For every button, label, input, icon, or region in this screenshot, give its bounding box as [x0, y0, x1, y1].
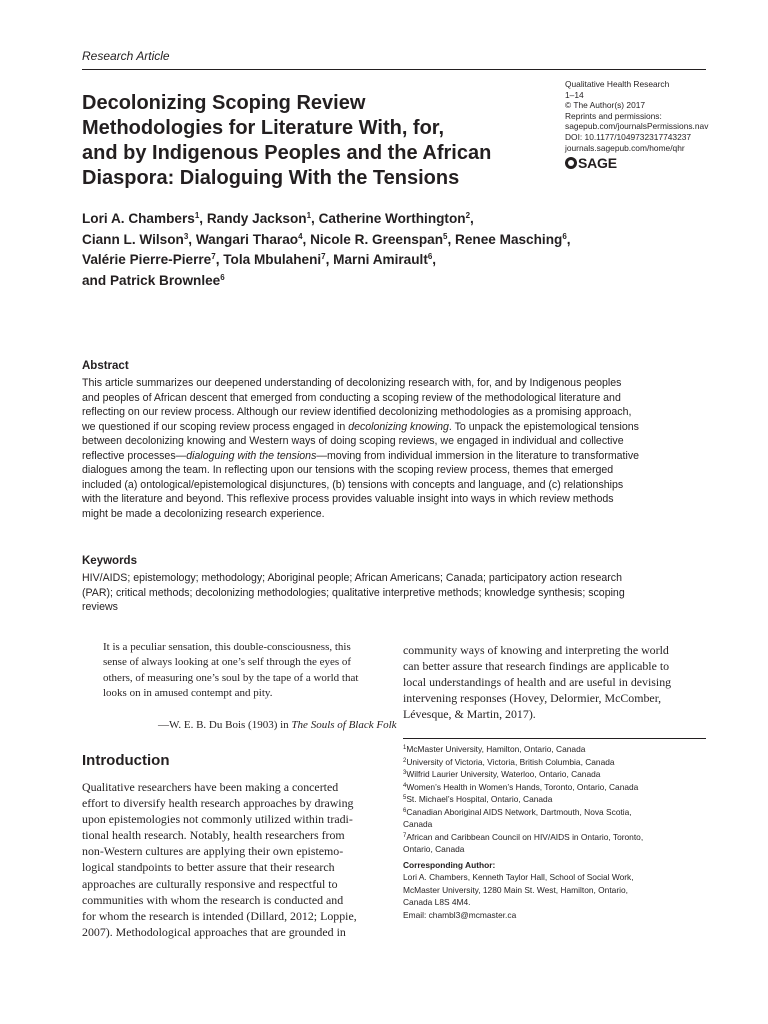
body-line: upon epistemologies not commonly utilized within tradi-: [82, 812, 353, 827]
corresponding-email[interactable]: Email: chambl3@mcmaster.ca: [403, 909, 517, 920]
author-name: , Marni Amirault: [325, 252, 428, 267]
author-line: Ciann L. Wilson$^3$, Wangari Tharao$^4$, Nicole R. Greenspan$^5$, Renee Masching$^6$,: [82, 231, 571, 247]
introduction-heading: Introduction: [82, 752, 170, 769]
sage-logo: [565, 156, 725, 170]
affiliation-item: [403, 768, 708, 781]
article-type-label: Research Article: [82, 49, 170, 63]
corresponding-line: Canada L8S 4M4.: [403, 897, 471, 907]
affiliation-number: 5: [403, 795, 407, 801]
affiliation-text: University of Victoria, Victoria, British Columbia, Canada: [406, 756, 615, 767]
abstract-emphasis: decolonizing knowing: [348, 420, 449, 433]
abstract-text: we questioned if our scoping review process engaged in: [82, 420, 349, 433]
affiliation-number: 3: [403, 770, 407, 776]
body-line: communities with whom the research is conducted and: [82, 892, 344, 907]
abstract-line: [82, 420, 706, 435]
author-name: Valérie Pierre-Pierre: [82, 252, 212, 267]
affiliation-number: 2: [403, 757, 407, 764]
affiliations-footnotes: [403, 743, 708, 921]
affiliation-text: Women’s Health in Women’s Hands, Toronto, Ontario, Canada: [406, 781, 639, 792]
affiliation-marker: 2: [465, 211, 471, 220]
corresponding-line: McMaster University, 1280 Main St. West, Hamilton, Ontario,: [403, 884, 628, 895]
abstract-text: —moving from individual immersion in the literature to transformative: [316, 449, 640, 462]
doi[interactable]: DOI: 10.1177/1049732317743237: [565, 131, 692, 142]
body-line: non-Western cultures are applying their own epistemo-: [82, 844, 344, 859]
author-separator: ,: [432, 252, 437, 267]
affiliation-text: McMaster University, Hamilton, Ontario, Canada: [406, 744, 586, 754]
author-name: and Patrick Brownlee: [82, 272, 221, 288]
author-line: [82, 271, 702, 292]
keywords-line: reviews: [82, 601, 118, 613]
attribution-source: The Souls of Black Folk: [291, 719, 397, 731]
affiliation-item: [403, 756, 708, 769]
affiliation-continuation: Canada: [403, 819, 433, 829]
author-name: , Catherine Worthington: [311, 211, 466, 226]
abstract-heading: Abstract: [82, 360, 129, 372]
author-name: , Wangari Tharao: [188, 231, 299, 247]
abstract-line: dialogues among the team. In reflecting upon our tensions with the scoping review process, themes that emerged: [82, 464, 614, 476]
abstract-emphasis: dialoguing with the tensions: [186, 449, 317, 462]
abstract-line: reflecting on our review process. Although our review identified decolonizing methodologies as a promising approach,: [82, 406, 632, 418]
affiliation-number: 1: [403, 745, 407, 751]
header-divider: [82, 69, 706, 70]
body-line: Lévesque, & Martin, 2017).: [403, 707, 536, 722]
affiliation-marker: 4: [298, 231, 303, 241]
affiliation-item: [403, 793, 708, 806]
body-line: local understandings of health and are useful in devising: [403, 675, 672, 690]
abstract-line: This article summarizes our deepened understanding of decolonizing research with, for, and by Indigenous peoples: [82, 377, 622, 389]
author-name: , Nicole R. Greenspan: [302, 231, 444, 247]
body-line: Qualitative researchers have been making a concerted: [82, 780, 339, 794]
affiliation-continuation: Ontario, Canada: [403, 844, 465, 854]
body-line: tional health research. Notably, health researchers from: [82, 828, 345, 843]
epigraph-line: others, of measuring one’s soul by the tape of a world that: [103, 671, 359, 684]
author-name: , Tola Mbulaheni: [215, 252, 322, 267]
epigraph-quote: [103, 640, 385, 702]
abstract-line: included (a) ontological/epistemological disjunctures, (b) tensions with concepts and language, and (c) relationships: [82, 478, 624, 491]
epigraph-line: sense of always looking at one’s self through the eyes of: [103, 656, 352, 669]
article-title: [82, 91, 562, 191]
body-line: effort to diversify health research approaches by drawing: [82, 796, 354, 811]
keywords-body: [82, 571, 706, 615]
affiliation-text: Wilfrid Laurier University, Waterloo, Ontario, Canada: [406, 769, 601, 779]
title-line: Decolonizing Scoping Review: [82, 92, 366, 114]
author-list: [82, 209, 702, 291]
footnote-divider: [403, 738, 706, 739]
body-line: can better assure that research findings are applicable to: [403, 659, 670, 674]
journal-name: Qualitative Health Research: [565, 79, 670, 89]
right-column-body: [403, 642, 708, 722]
author-name: Lori A. Chambers: [82, 211, 195, 226]
affiliation-marker: 6: [427, 252, 433, 261]
body-line: for whom the research is intended (Dillard, 2012; Loppie,: [82, 908, 357, 923]
affiliation-marker: 1: [306, 211, 312, 220]
reprints-label: Reprints and permissions:: [565, 110, 662, 121]
epigraph-line: looks on in amused contempt and pity.: [103, 687, 273, 700]
affiliation-marker: 6: [220, 272, 225, 282]
abstract-line: with the literature and beyond. This reflexive process provides valuable insight into ways in which review methods: [82, 493, 614, 505]
epigraph-line: It is a peculiar sensation, this double-consciousness, this: [103, 641, 351, 653]
affiliation-text: African and Caribbean Council on HIV/AIDS in Ontario, Toronto,: [406, 831, 644, 842]
abstract-line: [82, 449, 706, 464]
body-line: approaches are culturally responsive and respectful to: [82, 876, 338, 891]
author-line: Lori A. Chambers$^1$, Randy Jackson$^1$, Catherine Worthington$^2$,: [82, 211, 474, 226]
affiliation-item: [403, 806, 708, 819]
publisher-name: SAGE: [578, 155, 617, 172]
affiliation-number: 7: [403, 832, 407, 839]
corresponding-line: Lori A. Chambers, Kenneth Taylor Hall, School of Social Work,: [403, 872, 634, 882]
affiliation-marker: 7: [321, 252, 326, 261]
body-line: 2007). Methodological approaches that are grounded in: [82, 924, 346, 939]
journal-home-link[interactable]: journals.sagepub.com/home/qhr: [565, 142, 685, 153]
affiliation-marker: 3: [183, 231, 189, 241]
page-range: 1–14: [565, 89, 584, 100]
author-name: , Renee Masching: [447, 231, 563, 247]
reprints-link[interactable]: sagepub.com/journalsPermissions.nav: [565, 121, 709, 132]
journal-meta: [565, 79, 725, 170]
affiliation-text: Canadian Aboriginal AIDS Network, Dartmouth, Nova Scotia,: [406, 806, 632, 817]
title-line: Methodologies for Literature With, for,: [82, 117, 445, 139]
affiliation-marker: 1: [194, 211, 200, 220]
epigraph-attribution: [158, 719, 397, 731]
affiliation-item: [403, 781, 708, 794]
author-name: , Randy Jackson: [199, 211, 307, 226]
affiliation-marker: 6: [562, 231, 567, 241]
affiliation-number: 4: [403, 782, 407, 789]
abstract-line: might be made a decolonizing research experience.: [82, 507, 325, 520]
affiliation-text: St. Michael’s Hospital, Ontario, Canada: [406, 794, 553, 804]
title-line: and by Indigenous Peoples and the African: [82, 142, 492, 164]
abstract-line: between decolonizing knowing and Western ways of doing scoping reviews, we engaged in individual and collective: [82, 435, 624, 447]
keywords-line: (PAR); critical methods; decolonizing methodologies; qualitative interpretive methods; knowledge synthesis; scoping: [82, 586, 625, 599]
corresponding-author-heading: Corresponding Author:: [403, 859, 496, 870]
affiliation-marker: 7: [211, 252, 216, 261]
abstract-body: [82, 376, 706, 521]
body-line: community ways of knowing and interpreting the world: [403, 643, 669, 657]
sage-logo-icon: [565, 157, 577, 169]
author-line: [82, 250, 702, 271]
affiliation-item: [403, 831, 708, 844]
abstract-line: and peoples of African descent that emerged from conducting a scoping review of the methodological literature and: [82, 391, 621, 404]
title-line: Diaspora: Dialoguing With the Tensions: [82, 167, 460, 189]
affiliation-number: 6: [403, 807, 407, 814]
abstract-text: reflective processes—: [82, 449, 187, 462]
abstract-text: . To unpack the epistemological tensions: [448, 420, 639, 433]
introduction-body: [82, 779, 384, 940]
affiliation-item: [403, 743, 708, 756]
affiliation-marker: 5: [443, 231, 448, 241]
keywords-line: HIV/AIDS; epistemology; methodology; Aboriginal people; African Americans; Canada; participatory action research: [82, 572, 622, 584]
author-name: Ciann L. Wilson: [82, 231, 184, 247]
attribution-author: —W. E. B. Du Bois (1903) in: [158, 719, 292, 731]
copyright: © The Author(s) 2017: [565, 100, 646, 111]
keywords-heading: Keywords: [82, 555, 137, 567]
body-line: intervening responses (Hovey, Delormier, McComber,: [403, 691, 662, 706]
body-line: logical standpoints to better assure that their research: [82, 860, 335, 875]
